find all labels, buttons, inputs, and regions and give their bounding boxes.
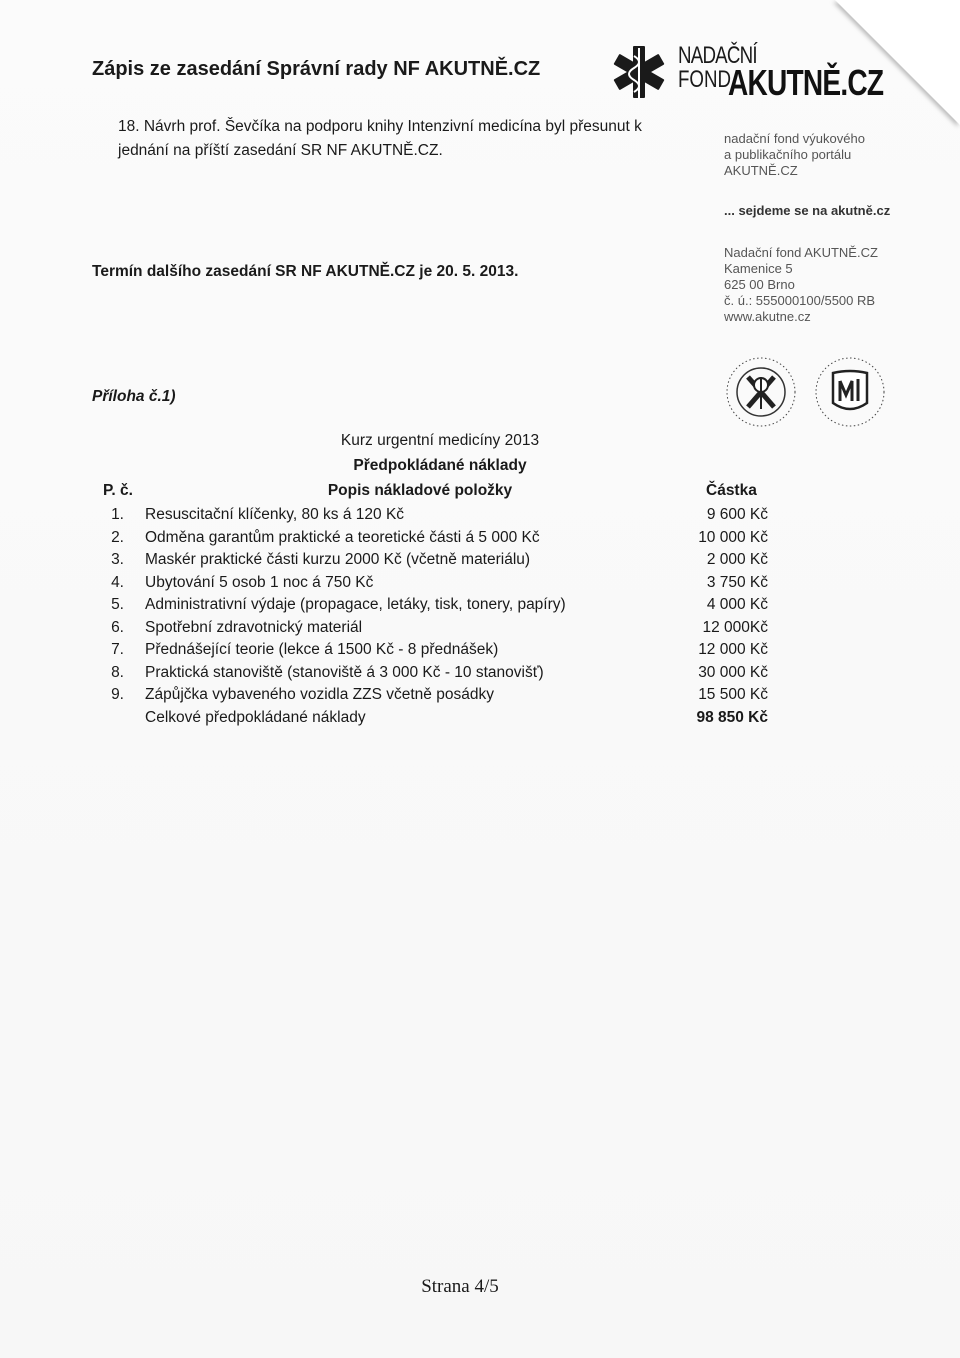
row-description: Administrativní výdaje (propagace, letáky, tisk, tonery, papíry) xyxy=(145,596,566,613)
row-description: Spotřební zdravotnický materiál xyxy=(145,619,363,636)
university-seal-icon xyxy=(724,355,798,429)
row-number: 8. xyxy=(111,664,124,681)
column-header-description: Popis nákladové položky xyxy=(327,482,513,499)
row-amount: 12 000 Kč xyxy=(698,641,768,658)
row-amount: 30 000 Kč xyxy=(698,664,768,681)
address-line: www.akutne.cz xyxy=(724,309,811,324)
row-amount: 15 500 Kč xyxy=(698,686,768,703)
address-line: 625 00 Brno xyxy=(724,277,795,292)
agenda-item-18 xyxy=(118,115,642,163)
row-amount: 9 600 Kč xyxy=(706,506,768,523)
course-name: Kurz urgentní medicíny 2013 xyxy=(340,432,540,449)
logo-akutne-text: AKUTNĚ.CZ xyxy=(728,62,884,103)
row-amount: 4 000 Kč xyxy=(706,596,768,613)
next-meeting-date: Termín dalšího zasedání SR NF AKUTNĚ.CZ je 20. 5. 2013. xyxy=(92,263,519,280)
row-description: Přednášející teorie (lekce á 1500 Kč - 8 přednášek) xyxy=(145,641,499,658)
row-number: 7. xyxy=(111,641,124,658)
column-header-amount: Částka xyxy=(706,482,757,499)
row-number: 1. xyxy=(111,506,124,523)
address-line: Kamenice 5 xyxy=(724,261,793,276)
foundation-address xyxy=(724,245,878,325)
total-label: Celkové předpokládané náklady xyxy=(145,709,366,726)
cost-table-title: Předpokládané náklady xyxy=(353,457,527,474)
row-number: 5. xyxy=(111,596,124,613)
foundation-motto: ... sejdeme se na akutně.cz xyxy=(724,203,891,218)
row-amount: 3 750 Kč xyxy=(706,574,768,591)
attachment-heading: Příloha č.1) xyxy=(92,388,176,405)
address-line: č. ú.: 555000100/5500 RB xyxy=(724,293,876,308)
document-title: Zápis ze zasedání Správní rady NF AKUTNĚ.CZ xyxy=(92,58,541,80)
page-number: Strana 4/5 xyxy=(421,1276,499,1297)
logo-fond-text: FOND xyxy=(678,66,732,93)
tagline-line: nadační fond výukového xyxy=(724,131,865,146)
row-amount: 12 000Kč xyxy=(702,619,768,636)
agenda-line: 18. Návrh prof. Ševčíka na podporu knihy Intenzivní medicína byl přesunut k xyxy=(118,118,642,135)
row-number: 4. xyxy=(111,574,124,591)
foundation-tagline xyxy=(724,131,865,179)
address-line: Nadační fond AKUTNĚ.CZ xyxy=(724,245,878,260)
row-description: Resuscitační klíčenky, 80 ks á 120 Kč xyxy=(145,506,405,523)
row-description: Odměna garantům praktické a teoretické části á 5 000 Kč xyxy=(145,529,540,546)
foundation-logo xyxy=(610,40,884,110)
logo-top-text: NADAČNÍ xyxy=(678,42,757,69)
faculty-seal-icon xyxy=(813,355,887,429)
row-description: Ubytování 5 osob 1 noc á 750 Kč xyxy=(145,574,374,591)
tagline-line: a publikačního portálu xyxy=(724,147,852,162)
star-of-life-icon xyxy=(610,40,668,104)
row-number: 9. xyxy=(111,686,124,703)
row-amount: 2 000 Kč xyxy=(706,551,768,568)
row-description: Zápůjčka vybaveného vozidla ZZS včetně posádky xyxy=(145,686,494,703)
row-description: Praktická stanoviště (stanoviště á 3 000 Kč - 10 stanovišť) xyxy=(145,664,544,681)
total-amount: 98 850 Kč xyxy=(696,709,768,726)
tagline-line: AKUTNĚ.CZ xyxy=(724,163,798,178)
column-header-number: P. č. xyxy=(103,482,133,499)
agenda-line: jednání na příští zasedání SR NF AKUTNĚ.CZ. xyxy=(118,142,443,159)
row-number: 2. xyxy=(111,529,124,546)
row-number: 3. xyxy=(111,551,124,568)
row-number: 6. xyxy=(111,619,124,636)
row-amount: 10 000 Kč xyxy=(698,529,768,546)
row-description: Maskér praktické části kurzu 2000 Kč (včetně materiálu) xyxy=(145,551,531,568)
